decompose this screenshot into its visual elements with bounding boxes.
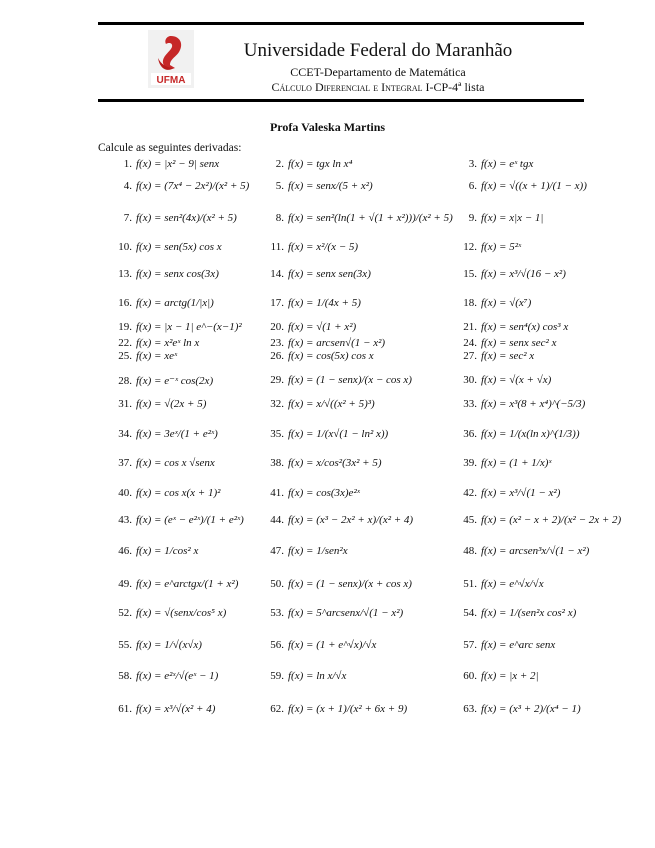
- exercise-number: 56.: [270, 639, 284, 651]
- exercise-number: 49.: [118, 578, 132, 590]
- exercise-number: 9.: [468, 212, 477, 224]
- exercise-function: f(x) = e⁻ˣ cos(2x): [136, 375, 214, 387]
- exercise-function: f(x) = 1/(sen²x cos² x): [481, 607, 577, 619]
- exercise-item: [265, 607, 403, 619]
- exercise-function: f(x) = tgx ln x⁴: [288, 158, 353, 170]
- exercise-function: f(x) = arctg(1/|x|): [136, 297, 214, 309]
- exercise-function: f(x) = √(1 + x²): [288, 321, 357, 333]
- exercise-function: f(x) = x²/(x − 5): [288, 241, 359, 253]
- exercise-function: f(x) = sec² x: [481, 350, 535, 362]
- exercise-number: 44.: [270, 514, 284, 526]
- exercise-number: 18.: [463, 297, 477, 309]
- exercise-function: f(x) = (x³ + 2)/(x⁴ − 1): [481, 703, 581, 715]
- exercise-number: 57.: [463, 639, 477, 651]
- exercise-function: f(x) = senx/(5 + x²): [288, 180, 373, 192]
- exercise-item: [113, 487, 220, 499]
- exercise-item: [113, 514, 244, 526]
- exercise-item: [113, 703, 215, 715]
- exercise-number: 36.: [463, 428, 477, 440]
- exercise-number: 59.: [270, 670, 284, 682]
- exercise-function: f(x) = (1 + 1/x)ˣ: [481, 457, 552, 469]
- exercise-function: f(x) = 1/(x√(1 − ln² x)): [288, 428, 389, 440]
- exercise-item: [458, 639, 555, 651]
- exercise-number: 23.: [270, 337, 284, 349]
- exercise-function: f(x) = e^arctgx/(1 + x²): [136, 578, 239, 590]
- exercise-function: f(x) = sen²(ln(1 + √(1 + x²)))/(x² + 5): [288, 212, 453, 224]
- exercise-item: [265, 514, 413, 526]
- exercise-function: f(x) = x/cos²(3x² + 5): [288, 457, 382, 469]
- exercise-number: 19.: [118, 321, 132, 333]
- exercise-item: [458, 180, 587, 192]
- exercise-number: 21.: [463, 321, 477, 333]
- exercise-number: 35.: [270, 428, 284, 440]
- exercise-function: f(x) = ln x/√x: [288, 670, 347, 682]
- exercise-function: f(x) = 3eˣ/(1 + e²ˣ): [136, 428, 218, 440]
- exercise-number: 7.: [123, 212, 132, 224]
- exercise-item: [113, 212, 237, 224]
- exercise-function: f(x) = 1/(x(ln x)^(1/3)): [481, 428, 580, 440]
- exercise-item: [458, 457, 551, 469]
- exercise-item: [458, 297, 531, 309]
- exercise-number: 55.: [118, 639, 132, 651]
- exercise-function: f(x) = senx sec² x: [481, 337, 557, 349]
- exercise-item: [458, 158, 533, 170]
- exercise-item: [458, 428, 580, 440]
- exercise-item: [113, 321, 242, 333]
- exercise-function: f(x) = |x² − 9| senx: [136, 158, 220, 170]
- exercise-number: 45.: [463, 514, 477, 526]
- exercise-function: f(x) = (eˣ − e²ˣ)/(1 + e²ˣ): [136, 514, 244, 526]
- exercise-function: f(x) = (1 − senx)/(x + cos x): [288, 578, 412, 590]
- exercise-function: f(x) = (7x⁴ − 2x²)/(x² + 5): [136, 180, 250, 192]
- exercise-function: f(x) = e^arc senx: [481, 639, 556, 651]
- exercise-number: 53.: [270, 607, 284, 619]
- course-list: I-CP-4ª lista: [425, 80, 485, 94]
- exercise-function: f(x) = sen(5x) cos x: [136, 241, 222, 253]
- exercise-item: [458, 374, 551, 386]
- exercise-function: f(x) = (1 − senx)/(x − cos x): [288, 374, 412, 386]
- exercise-function: f(x) = arcsen√(1 − x²): [288, 337, 386, 349]
- exercise-function: f(x) = x²eˣ ln x: [136, 337, 200, 349]
- exercise-item: [265, 321, 356, 333]
- exercise-number: 41.: [270, 487, 284, 499]
- exercise-item: [265, 578, 412, 590]
- header-top-rule: [98, 22, 584, 25]
- exercise-item: [113, 337, 199, 349]
- exercise-item: [265, 428, 388, 440]
- exercise-number: 32.: [270, 398, 284, 410]
- department-name: CCET-Departamento de Matemática: [290, 65, 466, 79]
- exercise-function: f(x) = (x³ − 2x² + x)/(x² + 4): [288, 514, 414, 526]
- exercise-function: f(x) = √(x⁷): [481, 297, 532, 309]
- exercise-function: f(x) = 1/sen²x: [288, 545, 348, 557]
- exercise-function: f(x) = 1/cos² x: [136, 545, 199, 557]
- exercise-number: 22.: [118, 337, 132, 349]
- exercise-item: [113, 670, 218, 682]
- exercise-function: f(x) = 1/(4x + 5): [288, 297, 361, 309]
- exercise-number: 60.: [463, 670, 477, 682]
- university-name: Universidade Federal do Maranhão: [243, 40, 513, 61]
- exercise-number: 46.: [118, 545, 132, 557]
- exercise-number: 30.: [463, 374, 477, 386]
- exercise-function: f(x) = cos(5x) cos x: [288, 350, 374, 362]
- exercise-function: f(x) = (x + 1)/(x² + 6x + 9): [288, 703, 408, 715]
- exercise-number: 39.: [463, 457, 477, 469]
- exercise-number: 48.: [463, 545, 477, 557]
- exercise-item: [265, 398, 375, 410]
- exercise-function: f(x) = senx sen(3x): [288, 268, 371, 280]
- exercise-function: f(x) = x³/√(16 − x²): [481, 268, 566, 280]
- exercise-number: 29.: [270, 374, 284, 386]
- exercise-number: 6.: [468, 180, 477, 192]
- exercise-item: [458, 578, 544, 590]
- exercise-function: f(x) = |x − 1| e^−(x−1)²: [136, 321, 242, 333]
- exercise-number: 26.: [270, 350, 284, 362]
- author-name: Profa Valeska Martins: [269, 120, 386, 134]
- exercise-function: f(x) = x³/√(1 − x²): [481, 487, 561, 499]
- exercise-number: 13.: [118, 268, 132, 280]
- exercise-function: f(x) = cos(3x)e²ˣ: [288, 487, 360, 499]
- exercise-number: 54.: [463, 607, 477, 619]
- exercise-item: [265, 268, 371, 280]
- exercise-item: [113, 374, 213, 387]
- exercise-item: [265, 487, 360, 499]
- exercise-item: [265, 350, 374, 362]
- exercise-function: f(x) = e^√x/√x: [481, 578, 544, 590]
- exercise-number: 47.: [270, 545, 284, 557]
- exercise-item: [113, 268, 219, 280]
- exercise-function: f(x) = 1/√(x√x): [136, 639, 202, 651]
- exercise-item: [113, 545, 198, 557]
- exercise-function: f(x) = eˣ tgx: [481, 158, 534, 170]
- exercise-item: [113, 350, 177, 362]
- exercise-item: [458, 487, 560, 499]
- exercise-item: [265, 337, 385, 349]
- exercise-function: f(x) = √(x + √x): [481, 374, 552, 386]
- exercise-function: f(x) = √(senx/cos⁵ x): [136, 607, 227, 619]
- exercise-number: 5.: [275, 180, 284, 192]
- exercise-item: [458, 398, 585, 410]
- exercise-item: [265, 457, 382, 469]
- exercise-number: 27.: [463, 350, 477, 362]
- exercise-item: [458, 321, 568, 333]
- exercise-number: 12.: [463, 241, 477, 253]
- exercise-item: [458, 545, 589, 557]
- exercise-function: f(x) = |x + 2|: [481, 670, 539, 682]
- exercise-item: [113, 241, 222, 253]
- exercise-item: [113, 607, 226, 619]
- exercise-number: 17.: [270, 297, 284, 309]
- exercise-number: 24.: [463, 337, 477, 349]
- exercise-function: f(x) = x|x − 1|: [481, 212, 544, 224]
- exercise-item: [265, 158, 352, 170]
- exercise-item: [265, 297, 361, 309]
- exercise-number: 51.: [463, 578, 477, 590]
- exercise-function: f(x) = xeˣ: [136, 350, 178, 362]
- exercise-function: f(x) = (1 + e^√x)/√x: [288, 639, 377, 651]
- exercise-number: 61.: [118, 703, 132, 715]
- exercise-item: [113, 457, 215, 469]
- exercise-function: f(x) = √((x + 1)/(1 − x)): [481, 180, 587, 192]
- ufma-logo: [148, 30, 194, 88]
- exercise-function: f(x) = x³(8 + x⁴)^(−5/3): [481, 398, 586, 410]
- exercise-function: f(x) = x/√((x² + 5)³): [288, 398, 375, 410]
- exercise-function: f(x) = x³/√(x² + 4): [136, 703, 216, 715]
- exercise-number: 50.: [270, 578, 284, 590]
- exercise-item: [265, 241, 358, 253]
- exercise-function: f(x) = senx cos(3x): [136, 268, 219, 280]
- exercise-number: 3.: [468, 158, 477, 170]
- exercise-number: 28.: [118, 375, 132, 387]
- exercise-item: [458, 268, 566, 280]
- exercise-item: [458, 212, 543, 224]
- exercise-item: [113, 297, 214, 309]
- exercise-number: 52.: [118, 607, 132, 619]
- exercise-function: f(x) = 5^arcsenx/√(1 − x²): [288, 607, 404, 619]
- exercise-number: 25.: [118, 350, 132, 362]
- exercise-number: 42.: [463, 487, 477, 499]
- exercise-item: [458, 241, 521, 253]
- exercise-item: [113, 180, 249, 192]
- exercise-number: 37.: [118, 457, 132, 469]
- logo-text: UFMA: [156, 75, 186, 86]
- exercise-number: 40.: [118, 487, 132, 499]
- exercise-number: 15.: [463, 268, 477, 280]
- exercise-item: [458, 607, 576, 619]
- exercise-item: [113, 428, 218, 440]
- exercise-number: 11.: [270, 241, 284, 253]
- instructions: Calcule as seguintes derivadas:: [98, 142, 242, 154]
- exercise-item: [265, 703, 407, 715]
- exercise-function: f(x) = sen²(4x)/(x² + 5): [136, 212, 237, 224]
- exercise-number: 31.: [118, 398, 132, 410]
- exercise-number: 63.: [463, 703, 477, 715]
- exercise-item: [265, 670, 346, 682]
- exercise-item: [113, 158, 219, 170]
- exercise-number: 20.: [270, 321, 284, 333]
- exercise-number: 33.: [463, 398, 477, 410]
- exercise-item: [458, 350, 534, 362]
- exercise-number: 62.: [270, 703, 284, 715]
- exercise-function: f(x) = (x² − x + 2)/(x² − 2x + 2): [481, 514, 622, 526]
- course-line: [198, 80, 558, 95]
- exercise-item: [458, 703, 581, 715]
- course-title: Cálculo Diferencial e Integral: [271, 80, 423, 94]
- exercise-number: 14.: [270, 268, 284, 280]
- exercise-number: 43.: [118, 514, 132, 526]
- exercise-number: 4.: [123, 180, 132, 192]
- exercise-number: 16.: [118, 297, 132, 309]
- header-bottom-rule: [98, 99, 584, 102]
- exercise-number: 34.: [118, 428, 132, 440]
- exercise-function: f(x) = cos x √senx: [136, 457, 215, 469]
- exercise-item: [458, 514, 621, 526]
- exercise-number: 10.: [118, 241, 132, 253]
- exercise-function: f(x) = sen⁴(x) cos³ x: [481, 321, 569, 333]
- exercise-function: f(x) = √(2x + 5): [136, 398, 207, 410]
- exercise-item: [265, 374, 412, 386]
- exercise-number: 38.: [270, 457, 284, 469]
- exercise-item: [113, 578, 238, 590]
- exercise-function: f(x) = arcsen³x/√(1 − x²): [481, 545, 590, 557]
- exercise-item: [265, 545, 348, 557]
- exercise-number: 1.: [123, 158, 132, 170]
- exercise-function: f(x) = cos x(x + 1)²: [136, 487, 221, 499]
- exercise-number: 2.: [275, 158, 284, 170]
- exercise-item: [265, 639, 376, 651]
- exercise-number: 8.: [275, 212, 284, 224]
- exercise-item: [265, 180, 373, 192]
- exercise-number: 58.: [118, 670, 132, 682]
- exercise-item: [113, 398, 206, 410]
- exercise-item: [113, 639, 202, 651]
- exercise-function: f(x) = e²ˣ/√(eˣ − 1): [136, 670, 219, 682]
- exercise-item: [458, 670, 539, 682]
- exercise-item: [458, 337, 556, 349]
- exercise-function: f(x) = 5²ˣ: [481, 241, 522, 253]
- exercise-item: [265, 212, 453, 224]
